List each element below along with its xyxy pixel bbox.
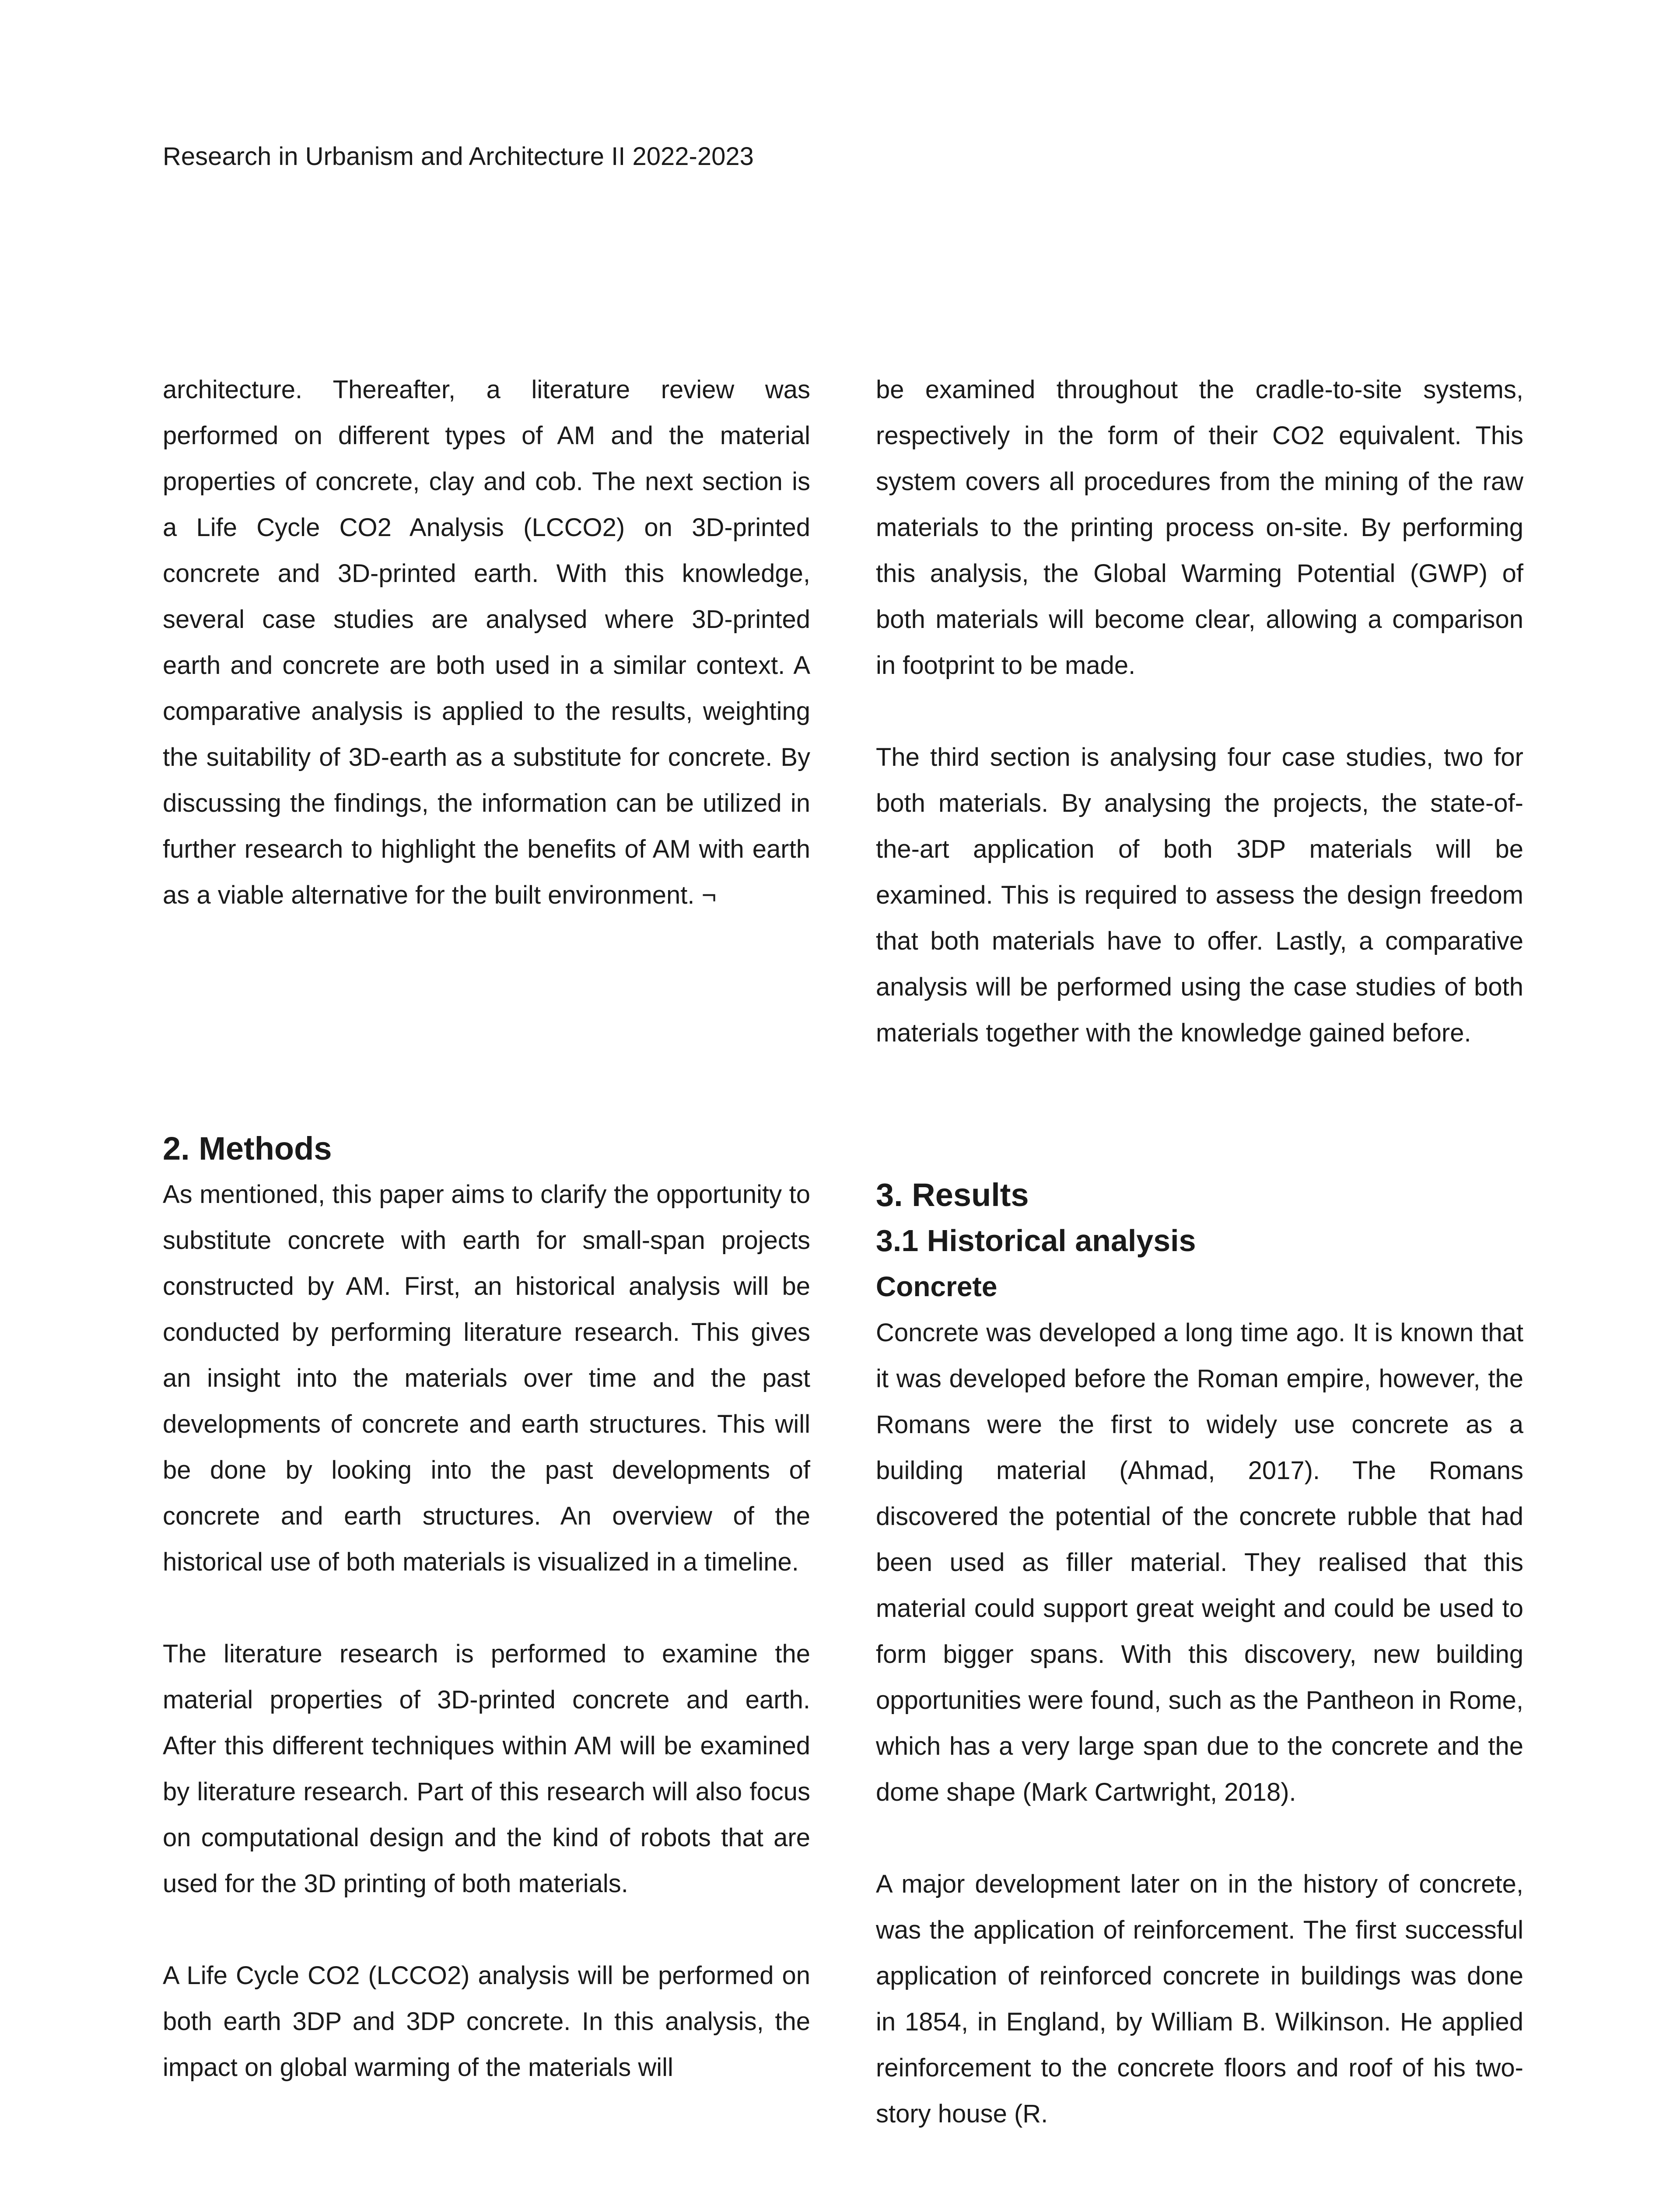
cradle-to-site-paragraph: be examined throughout the cradle-to-site systems, respectively in the form of their CO2 equivalent. This system covers all procedures from the mining of the raw materials to the printing process on-site. By performing this analysis, the Global Warming Potential (GWP) of both materials will become clear, allowing a comparison in footprint to be made. (876, 375, 1523, 680)
methods-paragraph: A Life Cycle CO2 (LCCO2) analysis will be performed on both earth 3DP and 3DP concrete. In this analysis, the impact on global warming of the materials will (163, 1961, 810, 2082)
results-paragraph: A major development later on in the history of concrete, was the application of reinforcement. The first successful application of reinforced concrete in buildings was done in 1854, in England, by William B. Wilkinson. He applied reinforcement to the concrete floors and roof of his two-story house (R. (876, 1870, 1523, 2128)
paragraph-gap (876, 688, 1523, 734)
paragraph-gap (163, 1585, 810, 1631)
running-header: Research in Urbanism and Architecture II 2022-2023 (163, 142, 754, 171)
paragraph-gap (163, 1907, 810, 1953)
results-heading: 3. Results (876, 1177, 1029, 1213)
intro-paragraph: architecture. Thereafter, a literature review was performed on different types of AM and the material properties of concrete, clay and cob. The next section is a Life Cycle CO2 Analysis (LCCO2) on 3D-printed concrete and 3D-printed earth. With this knowledge, several case studies are analysed where 3D-printed earth and concrete are both used in a similar context. A comparative analysis is applied to the results, weighting the suitability of 3D-earth as a substitute for concrete. By discussing the findings, the information can be utilized in further research to highlight the benefits of AM with earth as a viable alternative for the built environment. ¬ (163, 375, 810, 909)
right-column-methods-continued (876, 367, 1523, 1056)
left-column-intro (163, 367, 810, 918)
methods-heading: 2. Methods (163, 1130, 332, 1167)
methods-paragraph: As mentioned, this paper aims to clarify the opportunity to substitute concrete with earth for small-span projects constructed by AM. First, an historical analysis will be conducted by performing literature research. This gives an insight into the materials over time and the past developments of concrete and earth structures. This will be done by looking into the past developments of concrete and earth structures. An overview of the historical use of both materials is visualized in a timeline. (163, 1180, 810, 1576)
historical-analysis-heading: 3.1 Historical analysis (876, 1224, 1196, 1258)
methods-section (163, 1126, 810, 2090)
paragraph-gap (876, 1815, 1523, 1861)
case-studies-paragraph: The third section is analysing four case studies, two for both materials. By analysing the projects, the state-of-the-art application of both 3DP materials will be examined. This is required to assess the design freedom that both materials have to offer. Lastly, a comparative analysis will be performed using the case studies of both materials together with the knowledge gained before. (876, 743, 1523, 1047)
concrete-heading: Concrete (876, 1271, 998, 1302)
results-paragraph: Concrete was developed a long time ago. It is known that it was developed before the Roman empire, however, the Romans were the first to widely use concrete as a building material (Ahmad, 2017). The Romans discovered the potential of the concrete rubble that had been used as filler material. They realised that this material could support great weight and could be used to form bigger spans. With this discovery, new building opportunities were found, such as the Pantheon in Rome, which has a very large span due to the concrete and the dome shape (Mark Cartwright, 2018). (876, 1318, 1523, 1806)
methods-paragraph: The literature research is performed to examine the material properties of 3D-printed concrete and earth. After this different techniques within AM will be examined by literature research. Part of this research will also focus on computational design and the kind of robots that are used for the 3D printing of both materials. (163, 1640, 810, 1898)
results-section (876, 1172, 1523, 2137)
